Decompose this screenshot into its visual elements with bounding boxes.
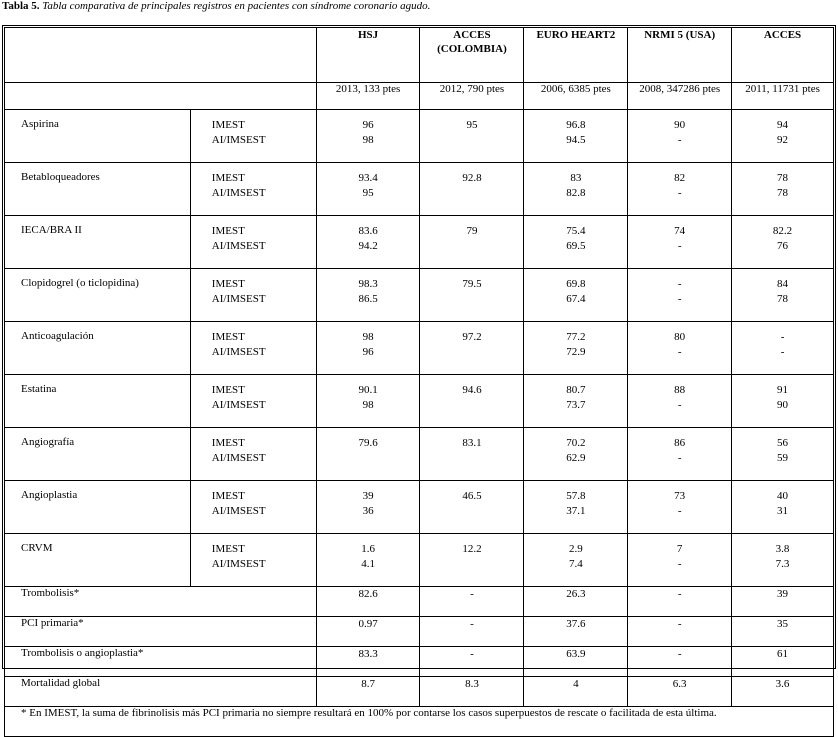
value: - [677, 240, 682, 252]
value: 62.9 [566, 452, 586, 464]
value: 7 [676, 543, 683, 555]
value: 94.2 [358, 240, 378, 252]
sublabel: AI/IMSEST [211, 187, 266, 199]
row-label: Trombolisis* [5, 587, 317, 617]
sublabel: AI/IMSEST [211, 346, 266, 358]
value: - [677, 346, 682, 358]
value: 78 [777, 187, 789, 199]
value: 90 [674, 119, 686, 131]
row-label: CRVM [5, 534, 191, 587]
value: - [677, 558, 682, 570]
row-label: PCI primaria* [5, 617, 317, 647]
value: 82.8 [566, 187, 586, 199]
value-cell [420, 216, 524, 269]
value: 83.6 [358, 225, 378, 237]
value-cell: 26.3 [524, 587, 628, 617]
value: - [677, 278, 682, 290]
value [420, 504, 523, 519]
table-row [5, 428, 834, 481]
value: 73.7 [566, 399, 586, 411]
value: 75.4 [566, 225, 586, 237]
value: 59 [777, 452, 789, 464]
value [420, 451, 523, 466]
header-blank-cell [5, 28, 317, 83]
value-cell: - [628, 587, 732, 617]
value [420, 292, 523, 307]
value: 37.1 [566, 505, 586, 517]
row-label: Aspirina [5, 110, 191, 163]
value: 70.2 [566, 437, 586, 449]
year-cell: 2011, 11731 ptes [732, 83, 834, 110]
sublabel: AI/IMSEST [211, 505, 266, 517]
value: 77.2 [566, 331, 586, 343]
value-cell [420, 163, 524, 216]
value-cell [628, 375, 732, 428]
column-header-line: NRMI 5 (USA) [644, 29, 716, 41]
value: 96.8 [566, 119, 586, 131]
value-cell [316, 163, 420, 216]
value [420, 133, 523, 148]
value-cell [628, 428, 732, 481]
column-header-line: HSJ [357, 29, 379, 41]
value: 86 [674, 437, 686, 449]
value: 92.8 [462, 172, 482, 184]
value-cell [316, 216, 420, 269]
value: 90 [777, 399, 789, 411]
value: 31 [777, 505, 789, 517]
value: 83 [570, 172, 582, 184]
year-row [5, 83, 834, 110]
value [420, 239, 523, 254]
value: 82.2 [772, 225, 793, 237]
value-cell [732, 163, 834, 216]
row-label: Mortalidad global [5, 677, 317, 707]
value: 78 [777, 293, 789, 305]
value-cell [732, 216, 834, 269]
row-sublabels [190, 322, 316, 375]
row-sublabels [190, 110, 316, 163]
value: 7.3 [775, 558, 790, 570]
value: 98 [362, 399, 374, 411]
value: 79 [466, 225, 478, 237]
value: 88 [674, 384, 686, 396]
value-cell: 8.3 [420, 677, 524, 707]
value-cell [316, 481, 420, 534]
row-sublabels [190, 375, 316, 428]
value: 2.9 [568, 543, 583, 555]
sublabel: AI/IMSEST [211, 134, 266, 146]
sublabel: AI/IMSEST [211, 399, 266, 411]
value: 80 [674, 331, 686, 343]
value: 79.5 [462, 278, 482, 290]
row-sublabels [190, 428, 316, 481]
row-sublabels [190, 481, 316, 534]
value: 78 [777, 172, 789, 184]
value: 39 [362, 490, 374, 502]
value: 56 [777, 437, 789, 449]
value-cell [732, 428, 834, 481]
value [420, 186, 523, 201]
value: 67.4 [566, 293, 586, 305]
value-cell [316, 375, 420, 428]
value-cell [732, 481, 834, 534]
value [317, 451, 420, 466]
value: - [780, 346, 785, 358]
value-cell: - [628, 617, 732, 647]
value-cell [524, 216, 628, 269]
row-label: Angioplastia [5, 481, 191, 534]
row-sublabels [190, 163, 316, 216]
caption-text: Tabla comparativa de principales registros en pacientes con síndrome coronario agudo. [42, 0, 431, 12]
table-row [5, 677, 834, 707]
column-header [628, 28, 732, 83]
row-label: Clopidogrel (o ticlopidina) [5, 269, 191, 322]
value: 96 [362, 346, 374, 358]
table-row [5, 375, 834, 428]
value-cell [420, 481, 524, 534]
value-cell: 82.6 [316, 587, 420, 617]
value-cell [524, 534, 628, 587]
value-cell: - [420, 587, 524, 617]
sublabel: AI/IMSEST [211, 452, 266, 464]
sublabel: AI/IMSEST [211, 240, 266, 252]
value: 93.4 [358, 172, 378, 184]
column-header-line: ACCES [763, 29, 802, 41]
value: 98 [362, 134, 374, 146]
value-cell [316, 534, 420, 587]
row-sublabels [190, 534, 316, 587]
table-row [5, 587, 834, 617]
value: 84 [777, 278, 789, 290]
value: 72.9 [566, 346, 586, 358]
sublabel: IMEST [211, 490, 245, 502]
sublabel: IMEST [211, 172, 245, 184]
table-row [5, 534, 834, 587]
column-header [524, 28, 628, 83]
value-cell [732, 534, 834, 587]
value-cell [628, 269, 732, 322]
value: 98 [362, 331, 374, 343]
value: 94 [777, 119, 789, 131]
table-caption [2, 0, 430, 13]
year-blank-cell [5, 83, 317, 110]
footnote-row [5, 707, 834, 737]
value: 4.1 [361, 558, 375, 570]
value-cell [524, 269, 628, 322]
value: 96 [362, 119, 374, 131]
value: 92 [777, 134, 789, 146]
value: 82 [674, 172, 686, 184]
caption-label: Tabla 5. [2, 0, 40, 12]
value: 90.1 [358, 384, 378, 396]
comparison-table [4, 27, 834, 737]
value-cell: 3.6 [732, 677, 834, 707]
value-cell: 6.3 [628, 677, 732, 707]
value-cell: 39 [732, 587, 834, 617]
sublabel: AI/IMSEST [211, 293, 266, 305]
value: 74 [674, 225, 686, 237]
value [420, 345, 523, 360]
value: 80.7 [566, 384, 586, 396]
value-cell [732, 322, 834, 375]
sublabel: IMEST [211, 225, 245, 237]
value: - [677, 452, 682, 464]
value: 1.6 [361, 543, 375, 555]
value: 57.8 [566, 490, 586, 502]
table-row [5, 110, 834, 163]
value: 73 [674, 490, 686, 502]
sublabel: IMEST [211, 331, 245, 343]
sublabel: IMEST [211, 278, 245, 290]
table-body [5, 28, 834, 737]
value-cell [628, 216, 732, 269]
value-cell [732, 375, 834, 428]
value: 36 [362, 505, 374, 517]
value: 95 [362, 187, 374, 199]
value: 83.1 [462, 437, 482, 449]
table-row [5, 647, 834, 677]
year-cell: 2008, 347286 ptes [628, 83, 732, 110]
value: 79.6 [358, 437, 378, 449]
value-cell [420, 534, 524, 587]
value-cell [524, 163, 628, 216]
value: 91 [777, 384, 789, 396]
value-cell [420, 428, 524, 481]
value: 12.2 [462, 543, 482, 555]
value-cell [628, 163, 732, 216]
table-row [5, 163, 834, 216]
value-cell [732, 269, 834, 322]
value-cell [420, 375, 524, 428]
value-cell [524, 375, 628, 428]
value-cell [524, 481, 628, 534]
year-cell: 2013, 133 ptes [316, 83, 420, 110]
value-cell [316, 110, 420, 163]
value: 98.3 [358, 278, 378, 290]
table-row [5, 269, 834, 322]
value: 40 [777, 490, 789, 502]
value-cell: 8.7 [316, 677, 420, 707]
table-row [5, 481, 834, 534]
row-label: Trombolisis o angioplastia* [5, 647, 317, 677]
value: 69.5 [566, 240, 586, 252]
value-cell: 61 [732, 647, 834, 677]
row-label: Estatina [5, 375, 191, 428]
value-cell [628, 481, 732, 534]
value: 94.6 [462, 384, 482, 396]
value-cell [420, 322, 524, 375]
row-sublabels [190, 269, 316, 322]
value-cell: 83.3 [316, 647, 420, 677]
row-sublabels [190, 216, 316, 269]
value-cell [524, 322, 628, 375]
row-label: IECA/BRA II [5, 216, 191, 269]
value: 94.5 [566, 134, 586, 146]
value-cell: 4 [524, 677, 628, 707]
value [420, 557, 523, 572]
value: - [677, 399, 682, 411]
value-cell [628, 110, 732, 163]
row-label: Anticoagulación [5, 322, 191, 375]
value-cell [524, 428, 628, 481]
value-cell [420, 269, 524, 322]
value: - [677, 505, 682, 517]
value-cell [316, 428, 420, 481]
column-header [316, 28, 420, 83]
value: 76 [777, 240, 789, 252]
value-cell: - [420, 617, 524, 647]
year-cell: 2006, 6385 ptes [524, 83, 628, 110]
value: 46.5 [462, 490, 482, 502]
column-header-line: ACCES [453, 29, 491, 41]
value: 86.5 [358, 293, 378, 305]
year-cell: 2012, 790 ptes [420, 83, 524, 110]
value-cell [524, 110, 628, 163]
value-cell: 0.97 [316, 617, 420, 647]
value-cell [732, 110, 834, 163]
footnote: * En IMEST, la suma de fibrinolisis más PCI primaria no siempre resultará en 100% por contarse los casos superpuestos de rescate o facilitada de esta última. [5, 707, 834, 737]
sublabel: IMEST [211, 437, 245, 449]
value-cell: 63.9 [524, 647, 628, 677]
value-cell: - [628, 647, 732, 677]
value-cell [628, 322, 732, 375]
value-cell [316, 269, 420, 322]
value-cell [420, 110, 524, 163]
value: - [677, 187, 682, 199]
value: 7.4 [568, 558, 583, 570]
value [420, 398, 523, 413]
column-header-line: EURO HEART2 [536, 29, 616, 41]
column-header [420, 28, 524, 83]
value: 3.8 [775, 543, 790, 555]
value-cell: 37.6 [524, 617, 628, 647]
column-header [732, 28, 834, 83]
value: - [677, 293, 682, 305]
sublabel: IMEST [211, 119, 245, 131]
sublabel: IMEST [211, 543, 245, 555]
value-cell: - [420, 647, 524, 677]
sublabel: AI/IMSEST [211, 558, 266, 570]
table-row [5, 322, 834, 375]
value: 97.2 [462, 331, 482, 343]
column-header-line: (COLOMBIA) [437, 43, 507, 55]
row-label: Betabloqueadores [5, 163, 191, 216]
value-cell [316, 322, 420, 375]
sublabel: IMEST [211, 384, 245, 396]
value: - [677, 134, 682, 146]
table-row [5, 617, 834, 647]
table-row [5, 216, 834, 269]
row-label: Angiografía [5, 428, 191, 481]
value: 69.8 [566, 278, 586, 290]
value: 95 [466, 119, 478, 131]
value: - [780, 331, 785, 343]
header-row [5, 28, 834, 83]
value-cell [628, 534, 732, 587]
value-cell: 35 [732, 617, 834, 647]
